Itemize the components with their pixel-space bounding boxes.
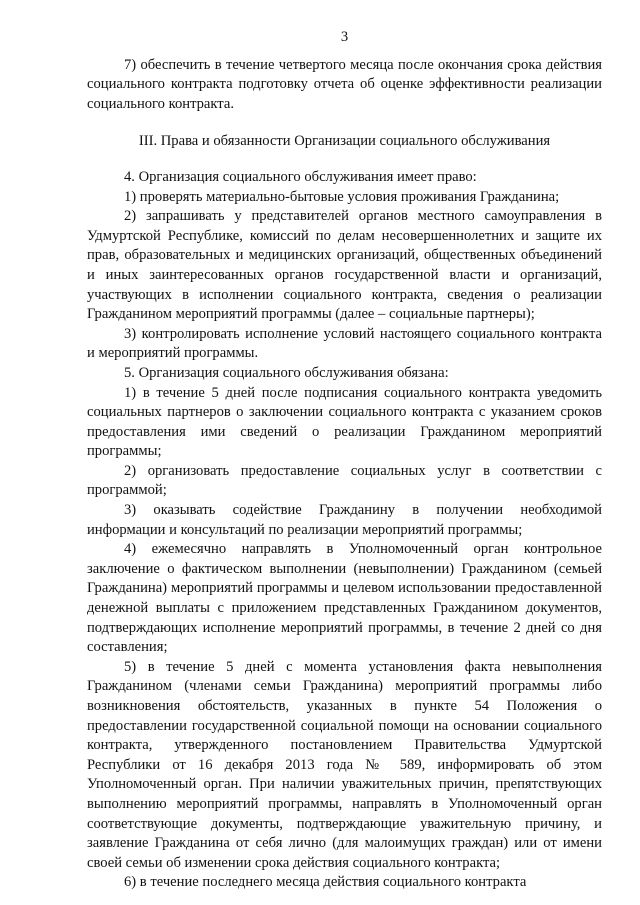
paragraph-4: 4. Организация социального обслуживания имеет право: <box>124 168 477 185</box>
paragraph-5: 5. Организация социального обслуживания обязана: <box>124 364 449 381</box>
page-number: 3 <box>340 29 349 45</box>
document-page <box>87 28 602 893</box>
paragraph-intro-7: 7) обеспечить в течение четвертого месяца после окончания срока действия социального контракта подготовку отчета об оценке эффективности реализации социального контракта. <box>87 56 602 112</box>
paragraph-4-3: 3) контролировать исполнение условий настоящего социального контракта и мероприятий программы. <box>87 325 602 362</box>
paragraph-4-1: 1) проверять материально-бытовые условия проживания Гражданина; <box>124 188 560 205</box>
paragraph-4-2: 2) запрашивать у представителей органов местного самоуправления в Удмуртской Республике, комиссий по делам несовершеннолетних и защите их прав, образовательных и медицинских организаций, общественных объединений и иных заинтересованных органов государственной власти и организаций, участвующих в исполнении социального контракта, сведения о реализации Гражданином мероприятий программы (далее – социальные партнеры); <box>87 208 602 323</box>
section-title: III. Права и обязанности Организации социального обслуживания <box>138 133 551 150</box>
paragraph-5-5: 5) в течение 5 дней с момента установления факта невыполнения Гражданином (членами семьи Гражданина) мероприятий программы либо возникновения обстоятельств, указанных в пункте 54 Положения о предоставлении государственной социальной помощи на основании социального контракта, утвержденного постановлением Правительства Удмуртской Республики от 16 декабря 2013 года № 589, информировать об этом Уполномоченный орган. При наличии уважительных причин, препятствующих выполнению мероприятий программы, направлять в Уполномоченный орган соответствующие документы, подтверждающие уважительную причину, и заявление Гражданина от себя лично (для малоимущих граждан) или от имени своей семьи об изменении срока действия социального контракта; <box>87 658 602 871</box>
paragraph-5-4: 4) ежемесячно направлять в Уполномоченный орган контрольное заключение о фактическом выполнении (невыполнении) Гражданином (семьей Гражданина) мероприятий программы и целевом использовании предоставленной денежной выплаты с приложением представленных Гражданином документов, подтверждающих исполнение мероприятий программы, в течение 2 дней со дня составления; <box>87 541 602 656</box>
paragraph-5-3: 3) оказывать содействие Гражданину в получении необходимой информации и консультаций по реализации мероприятий программы; <box>87 502 602 538</box>
paragraph-5-6: 6) в течение последнего месяца действия социального контракта <box>124 874 527 891</box>
paragraph-5-2: 2) организовать предоставление социальных услуг в соответствии с программой; <box>87 462 602 499</box>
paragraph-5-1: 1) в течение 5 дней после подписания социального контракта уведомить социальных партнеров о заключении социального контракта с указанием сроков предоставления ими сведений о реализации Гражданином мероприятий программы; <box>87 384 602 460</box>
